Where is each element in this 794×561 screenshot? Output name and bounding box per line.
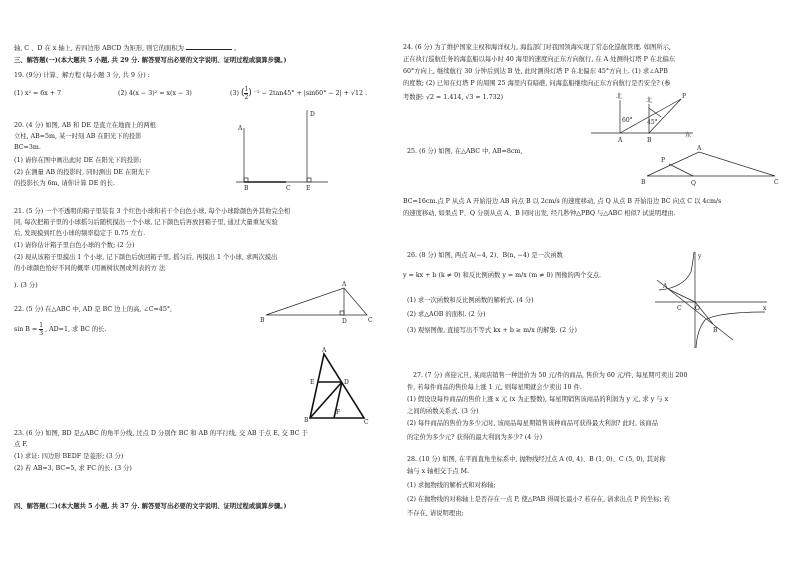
q27-line: 件, 若每件商品的售价每上涨 1 元, 则每星期就会少卖出 10 件. [407,384,582,391]
north-label: 北 [616,93,623,100]
section-4-heading: 四、解答题(二)(本大题共 5 小题, 共 37 分. 解答要写出必要的文字说明、证明过程或演算步骤。) [14,503,287,510]
answer-blank [186,42,232,50]
q27-line: (1) 假设设每件商品的售价上涨 x 元 (x 为正整数), 每星期销售该商品的利润为 y 元, 求 y 与 x [407,396,669,403]
q28-line: 28. (10 分) 如图, 在平面直角坐标系中, 抛物线经过点 A (0, 4)、B (1, 0)、C (5, 0), 其对称 [407,456,666,463]
right-column [403,0,788,561]
q27-line: 的定价为多少元? 获得的最大利润为多少? (4 分) [407,434,543,441]
q23-line: 点 F. [14,441,28,448]
label-f: F [336,409,341,416]
triangle-abc [266,288,367,315]
fraction-denominator: 2 [244,94,249,101]
q20-line: 立柱, AB=5m, 某一时刻 AB 在阳光下的投影 [14,133,142,140]
q26-line2: y = kx + b (k ≠ 0) 和反比例函数 y = m/x (m ≠ 0) 图像的两个交点. [403,272,602,279]
label-a: A [342,281,347,288]
label-c: C [677,305,682,312]
label-y: y [698,253,702,260]
label-a: A [663,283,668,290]
q20-line: 20. (4 分) 如图, AB 和 DE 是直立在地面上的两根 [14,122,156,129]
q19-part3-expr: ⁻² − 2tan45° + |sin60° − 2| + √12 . [253,90,368,97]
label-b: B [260,317,265,324]
q23-line: (2) 若 AB=3, BC=5, 求 FC 的长. (3 分) [14,465,132,472]
label-x: x [763,305,767,312]
q20-line: 的投影长为 6m, 请你计算 DE 的长. [14,180,115,187]
label-d: D [342,318,347,325]
q21-line: (2) 现从该箱子里摸出 1 个小球, 记下颜色后放回箱子里, 摇匀后, 再摸出 1 个小球, 求两次摸出 [14,254,278,261]
q23-figure [304,347,374,426]
q19-part3-label: (3) [230,90,239,97]
fraction [39,322,43,337]
q21-line: ). (3 分) [14,282,38,289]
q21-line: 21. (5 分) 一个不透明的箱子里装有 3 个红色小球和若干个白色小球, 每个小球除颜色外其他完全相 [14,208,291,215]
q24-line: 60°方向上, 继续航行 30 分钟后到达 B 处, 此时测得灯塔 P 在北偏东 45°方向上. (1) 求∠APB [403,68,668,75]
q20-line: (2) 在测量 AB 的投影时, 同时测出 DE 在阳光下 [14,169,151,176]
north-label: 北 [646,97,653,104]
line-ap [620,99,681,133]
label-b: B [304,417,309,424]
label-c: C [368,317,373,324]
q25-line: 的速度移动, 如果点 P、Q 分别从点 A、B 同时出发, 经几秒钟△PBQ 与△ABC 相似? 试说明理由. [403,210,676,217]
label-c: C [286,185,291,192]
q28-line: 不存在, 请说明理由; [407,510,464,517]
q19-part3 [230,86,367,101]
label-o: O [695,305,700,312]
angle-45: 45° [647,119,658,126]
line-bp [649,99,681,133]
fraction-numerator: 1 [39,322,44,329]
q18-end: 。 [233,45,241,52]
q22-sinb: sin B = [14,326,38,333]
label-c: C [774,179,779,186]
q28-line: (2) 在抛物线的对称轴上是否存在一点 P, 使△PAB 得周长最小? 若存在, 请求出点 P 的坐标; 若 [407,496,670,503]
q21-line: (1) 请你估计箱子里白色小球的个数; (2 分) [14,242,135,249]
label-b: B [244,185,249,192]
q24-line: 24. (6 分) 为了维护国家主权和海洋权力, 海监部门对我国领海实现了常态化巡航管理. 如图所示, [403,44,671,51]
right-angle-mark [340,311,344,315]
q24-line: 考数据: √2 ≈ 1.414, √3 ≈ 1.732) [403,94,504,101]
triangle-abc [647,152,775,176]
q26-sub: (2) 求△AOB 的面积. (2 分) [407,311,486,318]
label-a: A [618,137,623,144]
q22-line2 [14,322,106,337]
angle-60: 60° [622,117,633,124]
section-3-heading: 三、解答题(一)(本大题共 5 小题, 共 29 分. 解答要写出必要的文字说明、证明过程或演算步骤。) [14,57,287,64]
paren-close: ) [248,88,252,98]
q25-line1: 25. (6 分) 如图, 在△ABC 中, AB=8cm, [407,148,523,155]
label-e: E [306,185,311,192]
label-a: A [238,125,243,132]
q19-part2: (2) 4(x − 3)² = x(x − 3) [118,90,192,97]
q18-text: 轴, C 、D 在 x 轴上, 若四边形 ABCD 为矩形, 则它的面积为 [14,45,184,52]
q19-part1: (1) x² = 6x + 7 [14,90,62,97]
q20-line: BC=3m. [14,144,41,151]
fraction-denominator: 3 [39,330,44,337]
label-p: P [661,157,666,164]
q25-figure [641,146,781,188]
q27-line: 之间的函数关系式. (3 分) [407,408,479,415]
label-d: D [310,111,315,118]
label-b: B [647,137,652,144]
label-e: E [310,379,315,386]
label-c: C [364,419,369,426]
q28-line: (1) 求抛物线的解析式和对称轴; [407,482,496,489]
q21-line: 同, 每次把箱子里的小球摇匀后随机摸出一个小球, 记下颜色后再放回箱子里, 通过大量重复实验 [14,219,278,226]
q23-line: (1) 求证: 四边形 BEDF 是菱形; (3 分) [14,453,124,460]
q22-rest: , AD=1, 求 BC 的长. [45,326,107,333]
q26-line1: 26. (8 分) 如图, 两点 A(−4, 2)、B(n, −4) 是一次函数 [407,252,563,259]
label-a: A [322,347,327,354]
q22-figure [260,281,380,328]
east-label: 东 [685,132,692,139]
label-p: P [682,93,687,100]
hyperbola-branch-2 [696,312,765,348]
q25-line: BC=16cm.点 P 从点 A 开始沿边 AB 向点 B 以 2cm/s 的速度移动, 点 Q 从点 B 开始沿边 BC 向点 C 以 4cm/s [403,198,722,205]
q22-line1: 22. (5 分) 在△ABC 中, AD 是 BC 边上的高, ∠C=45°, [14,306,172,313]
q21-line: 的小球颜色恰好不同的概率 (用画树状图或列表的方 法 [14,265,166,272]
label-d: D [344,379,349,386]
fraction-numerator: 1 [244,86,249,93]
label-b: B [641,179,646,186]
q24-line: 的度数; (2) 已知在灯塔 P 的周围 25 海里内有暗礁, 问海监船继续向正东方向航行是否安全? (参 [403,80,671,87]
q28-line: 轴与 x 轴相交于点 M. [407,468,470,475]
q20-line: (1) 请你在图中画出此时 DE 在阳光下的投影; [14,157,142,164]
q26-figure [653,250,771,350]
q21-line: 后, 发现摸到红色小球的频率稳定于 0.75 左右. [14,230,146,237]
label-b: B [713,327,718,334]
q26-sub: (3) 观察图像, 直接写出不等式 kx + b ≥ m/x 的解集. (2 分) [407,327,577,334]
paren-open: ( [240,88,245,98]
q18-tail [14,42,240,54]
q23-line: 23. (6 分) 如图, BD 是△ABC 的角平分线, 过点 D 分别作 BC 和 AB 的平行线, 交 AB 于点 E, 交 BC 于 [14,430,308,437]
segment-oa [668,289,695,302]
left-column [10,0,390,561]
label-a: A [697,145,702,152]
q24-figure [589,86,697,148]
q27-line: 27. (7 分) 喜迎元旦, 某商店销售一种进价为 50 元/件的商品, 售价为 60 元/件, 每星期可卖出 200 [413,372,688,379]
q27-line: (2) 每件商品的售价为多少元时, 该商品每星期销售该种商品可获得最大利润? 此时, 该商品 [407,420,658,427]
label-q: Q [691,180,696,187]
right-angle-mark [307,178,311,182]
q26-sub: (1) 求一次函数和反比例函数的解析式. (4 分) [407,297,534,304]
q19-heading: 19. (9分) 计算、解方程 (每小题 3 分, 共 9 分) : [14,72,150,79]
q20-figure [236,110,331,190]
q24-line: 正在执行巡航任务的海监船以每小时 40 海里的速度向正东方向航行, 在 A 处测得灯塔 P 在北偏东 [403,56,676,63]
segment-pq [669,164,693,176]
